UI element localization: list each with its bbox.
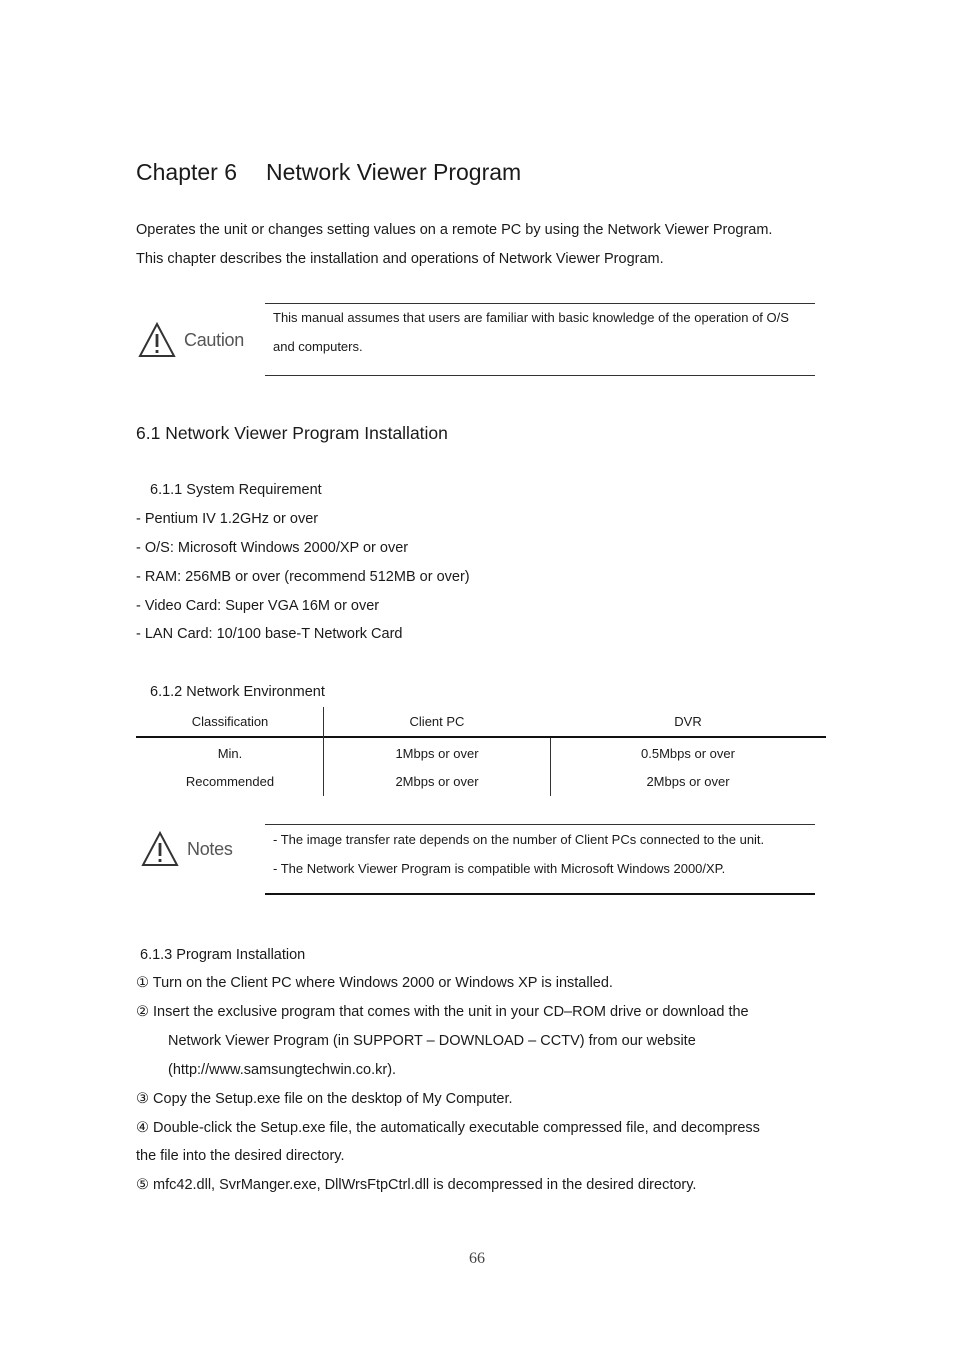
notes-text: - The Network Viewer Program is compatible with Microsoft Windows 2000/XP. xyxy=(273,861,726,876)
caution-top-rule xyxy=(265,303,815,304)
table-cell: Recommended xyxy=(185,774,275,789)
chapter-heading xyxy=(136,159,521,186)
requirement-item: - Video Card: Super VGA 16M or over xyxy=(136,598,380,614)
section-title: 6.1 Network Viewer Program Installation xyxy=(136,423,448,443)
table-cell: Min. xyxy=(217,746,243,761)
warning-triangle-icon xyxy=(141,831,179,867)
notes-callout-icon xyxy=(141,831,233,867)
caution-label: Caution xyxy=(184,329,244,350)
notes-bottom-rule xyxy=(265,893,815,895)
requirement-item: - Pentium IV 1.2GHz or over xyxy=(136,511,319,527)
installation-step: ① Turn on the Client PC where Windows 2000 or Windows XP is installed. xyxy=(136,975,613,991)
requirement-item: - RAM: 256MB or over (recommend 512MB or over) xyxy=(136,569,470,585)
caution-callout-icon xyxy=(138,322,244,358)
warning-triangle-icon xyxy=(138,322,176,358)
installation-step-continued: the file into the desired directory. xyxy=(136,1148,345,1164)
table-header-classification: Classification xyxy=(191,714,269,729)
requirement-item: - O/S: Microsoft Windows 2000/XP or over xyxy=(136,540,409,556)
intro-line: Operates the unit or changes setting values on a remote PC by using the Network Viewer Program. xyxy=(136,222,773,238)
installation-step: ④ Double-click the Setup.exe file, the automatically executable compressed file, and decompress xyxy=(136,1120,760,1136)
page-number: 66 xyxy=(469,1250,485,1267)
notes-top-rule xyxy=(265,824,815,825)
installation-step: ② Insert the exclusive program that comes with the unit in your CD–ROM drive or download the xyxy=(136,1004,749,1020)
chapter-number: Chapter 6 xyxy=(136,159,238,185)
table-cell: 1Mbps or over xyxy=(395,746,479,761)
installation-step: ⑤ mfc42.dll, SvrManger.exe, DllWrsFtpCtrl.dll is decompressed in the desired directory. xyxy=(136,1177,697,1193)
table-cell: 2Mbps or over xyxy=(395,774,479,789)
chapter-title: Network Viewer Program xyxy=(266,159,522,185)
program-installation-title: 6.1.3 Program Installation xyxy=(140,947,306,963)
notes-label: Notes xyxy=(187,838,233,859)
table-header-client-pc: Client PC xyxy=(409,714,465,729)
requirement-item: - LAN Card: 10/100 base-T Network Card xyxy=(136,626,403,642)
caution-text: and computers. xyxy=(273,339,363,354)
intro-line: This chapter describes the installation and operations of Network Viewer Program. xyxy=(136,251,664,267)
table-cell: 2Mbps or over xyxy=(646,774,730,789)
installation-step-continued: Network Viewer Program (in SUPPORT – DOWNLOAD – CCTV) from our website xyxy=(168,1033,696,1049)
table-header-dvr: DVR xyxy=(674,714,702,729)
installation-step: ③ Copy the Setup.exe file on the desktop of My Computer. xyxy=(136,1091,513,1107)
installation-step-continued: (http://www.samsungtechwin.co.kr). xyxy=(168,1062,397,1078)
system-requirement-title: 6.1.1 System Requirement xyxy=(150,482,322,498)
caution-bottom-rule xyxy=(265,375,815,376)
table-cell: 0.5Mbps or over xyxy=(641,746,735,761)
notes-text: - The image transfer rate depends on the number of Client PCs connected to the unit. xyxy=(273,832,765,847)
caution-text: This manual assumes that users are familiar with basic knowledge of the operation of O/S xyxy=(273,310,789,325)
network-environment-title: 6.1.2 Network Environment xyxy=(150,684,325,700)
table-header-rule xyxy=(136,736,826,738)
